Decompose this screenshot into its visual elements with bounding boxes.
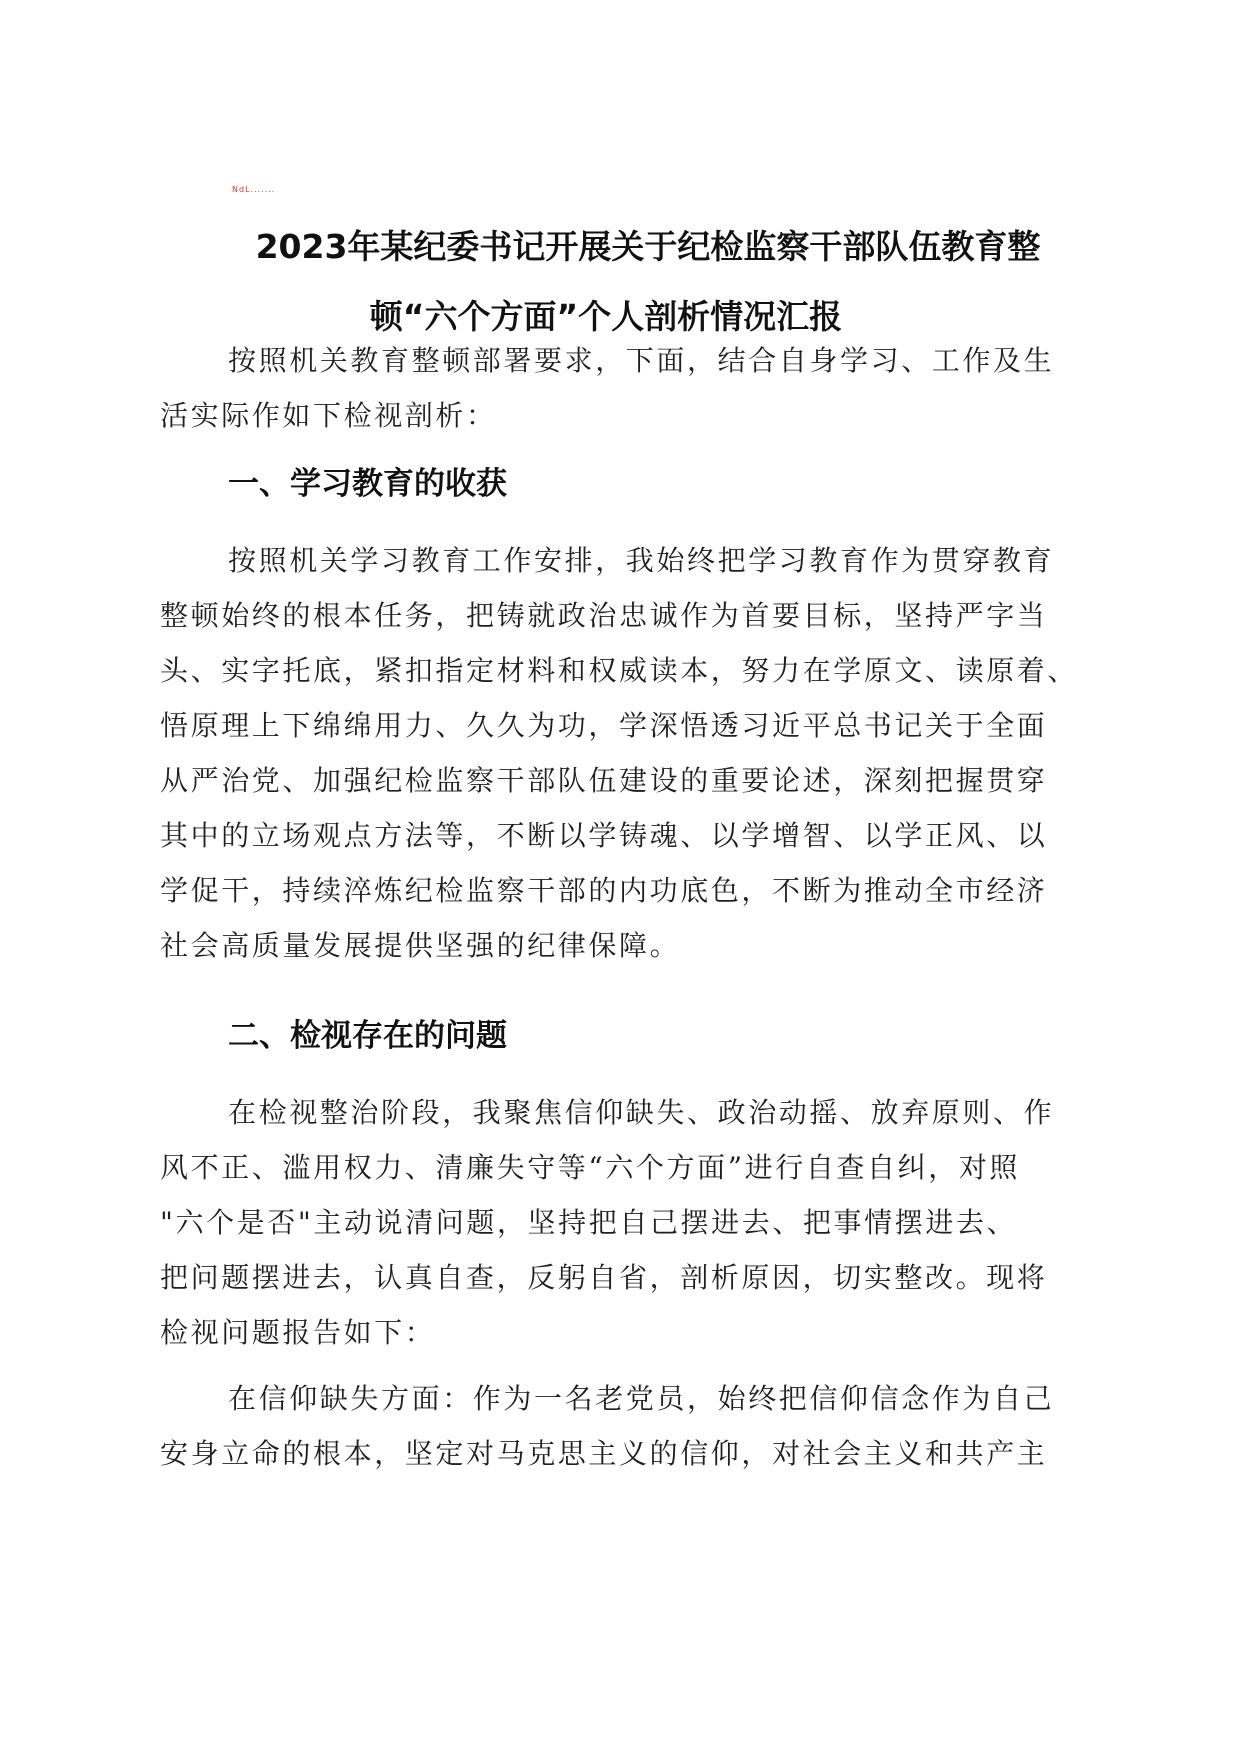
text-line: 头、实字托底，紧扣指定材料和权威读本，努力在学原文、读原着、 <box>160 654 1079 687</box>
document-title <box>150 212 1090 352</box>
text-line: 在信仰缺失方面：作为一名老党员，始终把信仰信念作为自己 <box>228 1382 1055 1415</box>
text-line: 安身立命的根本，坚定对马克思主义的信仰，对社会主义和共产主 <box>160 1437 1048 1470</box>
text-line: 学促干，持续淬炼纪检监察干部的内功底色，不断为推动全市经济 <box>160 874 1048 907</box>
title-line-2: 顿“六个方面”个人剖析情况汇报 <box>369 297 843 336</box>
section-2-paragraph-2 <box>160 1371 1080 1481</box>
text-line: 从严治党、加强纪检监察干部队伍建设的重要论述，深刻把握贯穿 <box>160 764 1048 797</box>
text-line: 风不正、滥用权力、清廉失守等“六个方面”进行自查自纠，对照 <box>160 1151 1021 1184</box>
text-line: 整顿始终的根本任务，把铸就政治忠诚作为首要目标，坚持严字当 <box>160 599 1048 632</box>
text-line: 悟原理上下绵绵用力、久久为功，学深悟透习近平总书记关于全面 <box>160 709 1048 742</box>
section-2-paragraph-1 <box>160 1085 1080 1360</box>
text-line: 活实际作如下检视剖析： <box>160 399 497 432</box>
text-line: 其中的立场观点方法等，不断以学铸魂、以学增智、以学正风、以 <box>160 819 1048 852</box>
intro-paragraph <box>160 333 1080 443</box>
corner-mark: NdL....... <box>232 185 276 194</box>
text-line: 在检视整治阶段，我聚焦信仰缺失、政治动摇、放弃原则、作 <box>228 1096 1055 1129</box>
section-1-paragraph <box>160 533 1080 973</box>
text-line: 按照机关学习教育工作安排，我始终把学习教育作为贯穿教育 <box>228 544 1055 577</box>
section-heading-1: 一、学习教育的收获 <box>228 466 507 502</box>
section-heading-2: 二、检视存在的问题 <box>228 1018 507 1054</box>
text-line: 把问题摆进去，认真自查，反躬自省，剖析原因，切实整改。现将 <box>160 1261 1048 1294</box>
title-line-1: 2023年某纪委书记开展关于纪检监察干部队伍教育整 <box>255 227 1041 266</box>
text-line: "六个是否"主动说清问题，坚持把自己摆进去、把事情摆进去、 <box>160 1206 1018 1239</box>
text-line: 检视问题报告如下： <box>160 1316 436 1349</box>
text-line: 社会高质量发展提供坚强的纪律保障。 <box>160 929 681 962</box>
text-line: 按照机关教育整顿部署要求，下面，结合自身学习、工作及生 <box>228 344 1055 377</box>
